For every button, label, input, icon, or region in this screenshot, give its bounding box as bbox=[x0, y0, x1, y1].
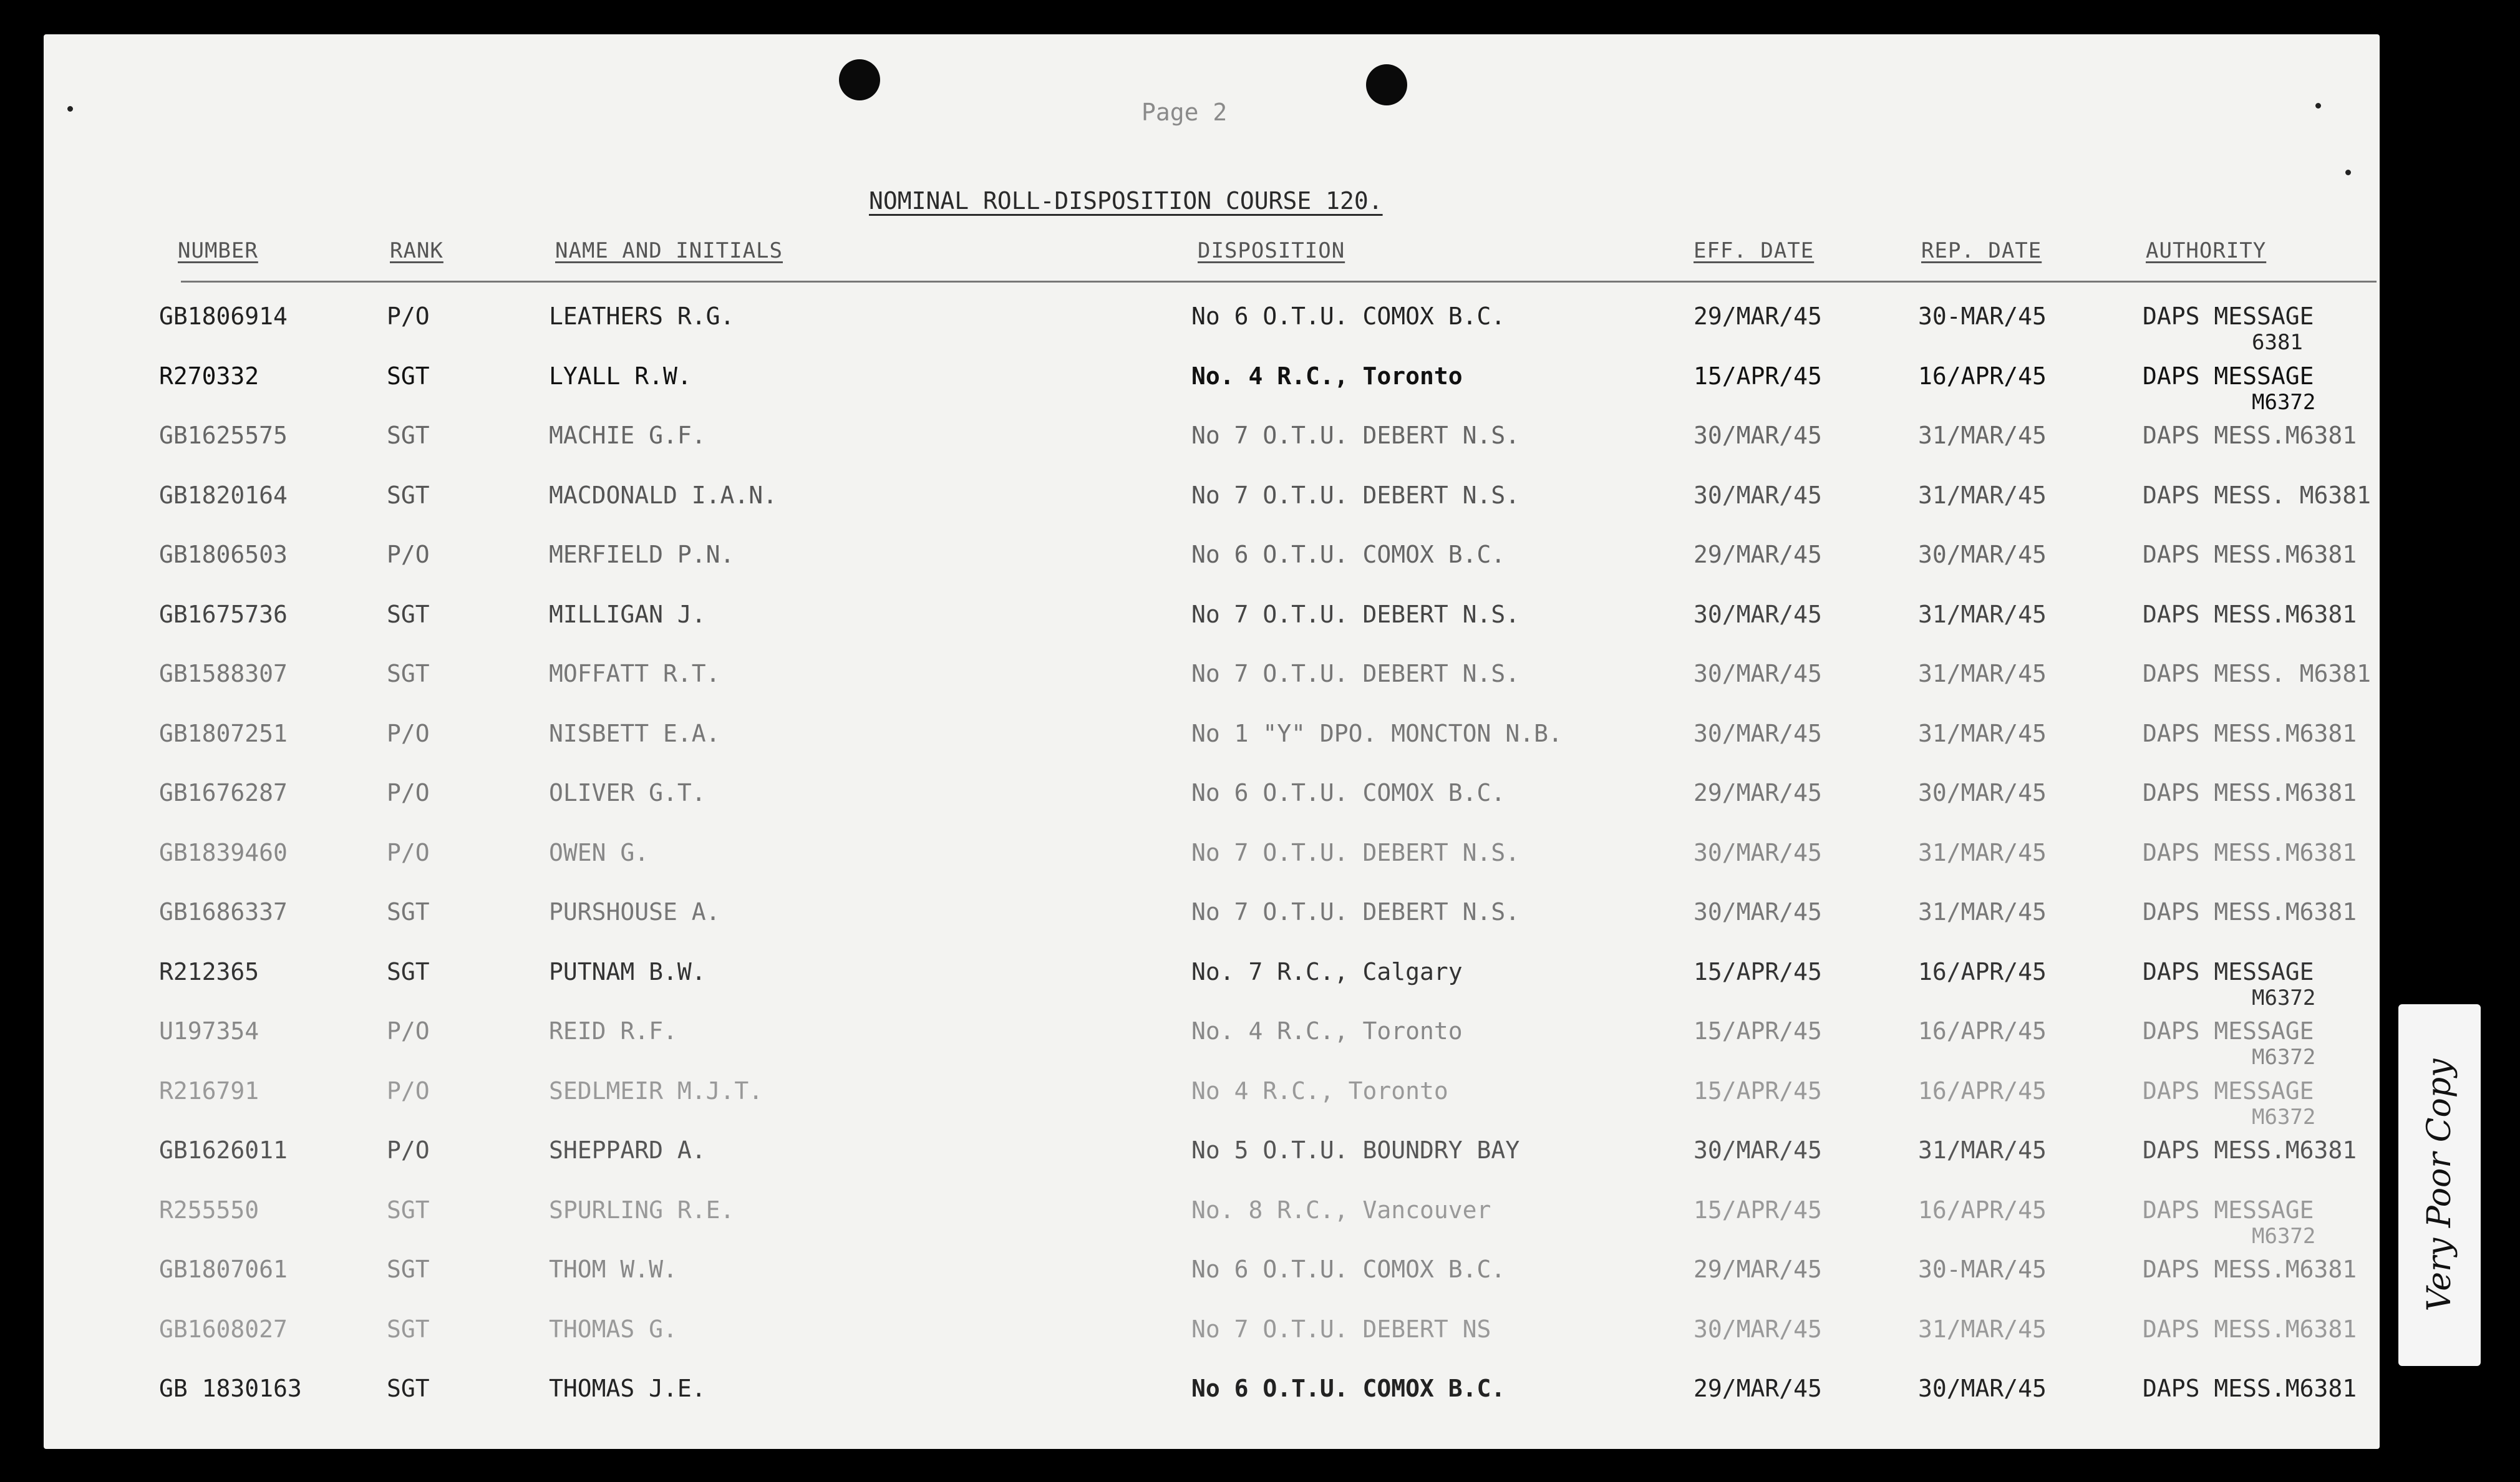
speck bbox=[2315, 103, 2321, 109]
cell-rep-date: 30/MAR/45 bbox=[1918, 779, 2047, 806]
header-name: NAME AND INITIALS bbox=[555, 238, 783, 263]
cell-disposition: No 6 O.T.U. COMOX B.C. bbox=[1191, 1375, 1506, 1402]
cell-authority: DAPS MESS.M6381 bbox=[2143, 600, 2357, 628]
cell-number: GB 1830163 bbox=[159, 1375, 302, 1402]
cell-rep-date: 31/MAR/45 bbox=[1918, 719, 2047, 747]
cell-disposition: No 5 O.T.U. BOUNDRY BAY bbox=[1191, 1136, 1520, 1164]
cell-rank: P/O bbox=[387, 779, 430, 806]
table-row bbox=[0, 660, 2380, 716]
table-row bbox=[0, 839, 2380, 895]
cell-rank: SGT bbox=[387, 1256, 430, 1283]
header-number: NUMBER bbox=[178, 238, 258, 263]
header-rank: RANK bbox=[390, 238, 443, 263]
cell-disposition: No. 8 R.C., Vancouver bbox=[1191, 1196, 1491, 1224]
cell-name: THOMAS J.E. bbox=[549, 1375, 706, 1402]
table-row bbox=[0, 541, 2380, 597]
cell-number: GB1686337 bbox=[159, 898, 288, 926]
cell-rank: P/O bbox=[387, 1136, 430, 1164]
cell-authority-ref: M6372 bbox=[2252, 1104, 2316, 1130]
cell-disposition: No. 4 R.C., Toronto bbox=[1191, 362, 1463, 390]
cell-name: SEDLMEIR M.J.T. bbox=[549, 1077, 763, 1105]
cell-rank: SGT bbox=[387, 1315, 430, 1343]
cell-authority-ref: M6372 bbox=[2252, 1045, 2316, 1070]
cell-authority: DAPS MESS.M6381 bbox=[2143, 779, 2357, 806]
cell-eff-date: 30/MAR/45 bbox=[1694, 1315, 1822, 1343]
cell-eff-date: 29/MAR/45 bbox=[1694, 779, 1822, 806]
cell-disposition: No 7 O.T.U. DEBERT N.S. bbox=[1191, 481, 1520, 509]
cell-eff-date: 15/APR/45 bbox=[1694, 1017, 1822, 1045]
cell-rank: SGT bbox=[387, 660, 430, 687]
header-authority: AUTHORITY bbox=[2146, 238, 2267, 263]
cell-authority: DAPS MESS. M6381 bbox=[2143, 481, 2372, 509]
cell-name: MOFFATT R.T. bbox=[549, 660, 720, 687]
cell-eff-date: 29/MAR/45 bbox=[1694, 1256, 1822, 1283]
cell-disposition: No 7 O.T.U. DEBERT NS bbox=[1191, 1315, 1491, 1343]
cell-authority: DAPS MESSAGE bbox=[2143, 362, 2314, 390]
cell-number: GB1807251 bbox=[159, 719, 288, 747]
cell-authority: DAPS MESS.M6381 bbox=[2143, 1375, 2357, 1402]
cell-rep-date: 31/MAR/45 bbox=[1918, 1315, 2047, 1343]
cell-authority: DAPS MESS.M6381 bbox=[2143, 838, 2357, 866]
cell-name: SHEPPARD A. bbox=[549, 1136, 706, 1164]
cell-rank: P/O bbox=[387, 719, 430, 747]
side-tag-text: Very Poor Copy bbox=[2421, 1058, 2458, 1312]
table-row bbox=[0, 1017, 2380, 1073]
cell-authority: DAPS MESS.M6381 bbox=[2143, 1136, 2357, 1164]
cell-rep-date: 30/MAR/45 bbox=[1918, 541, 2047, 568]
cell-rep-date: 31/MAR/45 bbox=[1918, 481, 2047, 509]
punch-hole-right bbox=[1366, 64, 1407, 105]
cell-number: GB1807061 bbox=[159, 1256, 288, 1283]
cell-eff-date: 15/APR/45 bbox=[1694, 1196, 1822, 1224]
table-row bbox=[0, 362, 2380, 419]
cell-eff-date: 30/MAR/45 bbox=[1694, 660, 1822, 687]
cell-number: U197354 bbox=[159, 1017, 259, 1045]
cell-number: GB1839460 bbox=[159, 838, 288, 866]
cell-disposition: No 7 O.T.U. DEBERT N.S. bbox=[1191, 600, 1520, 628]
cell-number: R212365 bbox=[159, 957, 259, 986]
cell-rep-date: 30-MAR/45 bbox=[1918, 303, 2047, 330]
cell-authority: DAPS MESSAGE bbox=[2143, 1077, 2314, 1105]
speck bbox=[67, 106, 73, 112]
cell-authority: DAPS MESSAGE bbox=[2143, 1196, 2314, 1224]
table-row bbox=[0, 1256, 2380, 1312]
cell-authority: DAPS MESSAGE bbox=[2143, 1017, 2314, 1045]
cell-name: THOMAS G. bbox=[549, 1315, 677, 1343]
cell-rank: SGT bbox=[387, 362, 430, 390]
cell-rank: SGT bbox=[387, 422, 430, 449]
cell-number: GB1820164 bbox=[159, 481, 288, 509]
cell-rep-date: 16/APR/45 bbox=[1918, 1077, 2047, 1105]
cell-authority-ref: M6372 bbox=[2252, 985, 2316, 1010]
cell-rep-date: 16/APR/45 bbox=[1918, 1196, 2047, 1224]
cell-number: R270332 bbox=[159, 362, 259, 390]
cell-number: R255550 bbox=[159, 1196, 259, 1224]
table-row bbox=[0, 601, 2380, 657]
cell-authority: DAPS MESS.M6381 bbox=[2143, 898, 2357, 926]
cell-name: REID R.F. bbox=[549, 1017, 677, 1045]
cell-disposition: No. 4 R.C., Toronto bbox=[1191, 1017, 1463, 1045]
cell-authority-ref: 6381 bbox=[2252, 330, 2303, 355]
cell-eff-date: 15/APR/45 bbox=[1694, 362, 1822, 390]
cell-disposition: No 7 O.T.U. DEBERT N.S. bbox=[1191, 838, 1520, 866]
cell-name: PUTNAM B.W. bbox=[549, 957, 706, 986]
cell-rank: SGT bbox=[387, 481, 430, 509]
cell-rep-date: 30/MAR/45 bbox=[1918, 1375, 2047, 1402]
cell-number: GB1588307 bbox=[159, 660, 288, 687]
cell-eff-date: 30/MAR/45 bbox=[1694, 600, 1822, 628]
header-disposition: DISPOSITION bbox=[1198, 238, 1345, 263]
cell-eff-date: 30/MAR/45 bbox=[1694, 1136, 1822, 1164]
cell-authority: DAPS MESS.M6381 bbox=[2143, 719, 2357, 747]
table-header bbox=[0, 238, 2380, 282]
cell-eff-date: 15/APR/45 bbox=[1694, 957, 1822, 986]
cell-rep-date: 31/MAR/45 bbox=[1918, 660, 2047, 687]
table-row bbox=[0, 898, 2380, 954]
cell-name: MACHIE G.F. bbox=[549, 422, 706, 449]
cell-authority-ref: M6372 bbox=[2252, 1223, 2316, 1249]
speck bbox=[2345, 170, 2351, 175]
cell-number: GB1806503 bbox=[159, 541, 288, 568]
cell-number: GB1676287 bbox=[159, 779, 288, 806]
cell-disposition: No 6 O.T.U. COMOX B.C. bbox=[1191, 303, 1506, 330]
cell-eff-date: 29/MAR/45 bbox=[1694, 1375, 1822, 1402]
cell-rep-date: 16/APR/45 bbox=[1918, 957, 2047, 986]
header-rep-date: REP. DATE bbox=[1921, 238, 2042, 263]
table-row bbox=[0, 1077, 2380, 1133]
cell-eff-date: 30/MAR/45 bbox=[1694, 481, 1822, 509]
cell-name: MERFIELD P.N. bbox=[549, 541, 735, 568]
cell-rank: SGT bbox=[387, 600, 430, 628]
cell-name: MILLIGAN J. bbox=[549, 600, 706, 628]
cell-number: R216791 bbox=[159, 1077, 259, 1105]
cell-eff-date: 30/MAR/45 bbox=[1694, 898, 1822, 926]
cell-name: OWEN G. bbox=[549, 838, 649, 866]
cell-number: GB1608027 bbox=[159, 1315, 288, 1343]
cell-rank: P/O bbox=[387, 303, 430, 330]
cell-number: GB1625575 bbox=[159, 422, 288, 449]
cell-authority: DAPS MESS.M6381 bbox=[2143, 1315, 2357, 1343]
cell-rank: SGT bbox=[387, 1196, 430, 1224]
cell-name: OLIVER G.T. bbox=[549, 779, 706, 806]
cell-eff-date: 29/MAR/45 bbox=[1694, 541, 1822, 568]
cell-rep-date: 31/MAR/45 bbox=[1918, 1136, 2047, 1164]
cell-disposition: No 7 O.T.U. DEBERT N.S. bbox=[1191, 660, 1520, 687]
table-row bbox=[0, 303, 2380, 359]
cell-disposition: No 6 O.T.U. COMOX B.C. bbox=[1191, 779, 1506, 806]
cell-name: LYALL R.W. bbox=[549, 362, 692, 390]
cell-authority: DAPS MESSAGE bbox=[2143, 957, 2314, 986]
cell-rank: SGT bbox=[387, 957, 430, 986]
cell-disposition: No 4 R.C., Toronto bbox=[1191, 1077, 1448, 1105]
cell-rank: SGT bbox=[387, 898, 430, 926]
cell-disposition: No 7 O.T.U. DEBERT N.S. bbox=[1191, 422, 1520, 449]
cell-rep-date: 16/APR/45 bbox=[1918, 1017, 2047, 1045]
cell-rep-date: 31/MAR/45 bbox=[1918, 838, 2047, 866]
header-rule bbox=[181, 281, 2377, 283]
punch-hole-left bbox=[839, 59, 880, 100]
header-eff-date: EFF. DATE bbox=[1694, 238, 1815, 263]
cell-eff-date: 30/MAR/45 bbox=[1694, 838, 1822, 866]
cell-rep-date: 30-MAR/45 bbox=[1918, 1256, 2047, 1283]
table-row bbox=[0, 1315, 2380, 1372]
cell-authority: DAPS MESSAGE bbox=[2143, 303, 2314, 330]
cell-number: GB1806914 bbox=[159, 303, 288, 330]
cell-authority: DAPS MESS.M6381 bbox=[2143, 541, 2357, 568]
cell-name: SPURLING R.E. bbox=[549, 1196, 735, 1224]
cell-disposition: No 7 O.T.U. DEBERT N.S. bbox=[1191, 898, 1520, 926]
cell-authority: DAPS MESS. M6381 bbox=[2143, 660, 2372, 687]
cell-number: GB1675736 bbox=[159, 600, 288, 628]
cell-name: LEATHERS R.G. bbox=[549, 303, 735, 330]
cell-name: NISBETT E.A. bbox=[549, 719, 720, 747]
cell-eff-date: 30/MAR/45 bbox=[1694, 719, 1822, 747]
cell-disposition: No 6 O.T.U. COMOX B.C. bbox=[1191, 1256, 1506, 1283]
cell-name: THOM W.W. bbox=[549, 1256, 677, 1283]
document-title: NOMINAL ROLL-DISPOSITION COURSE 120. bbox=[869, 187, 1383, 215]
cell-rep-date: 31/MAR/45 bbox=[1918, 600, 2047, 628]
cell-rep-date: 31/MAR/45 bbox=[1918, 898, 2047, 926]
side-tag bbox=[2398, 1004, 2481, 1366]
cell-authority-ref: M6372 bbox=[2252, 389, 2316, 415]
table-row bbox=[0, 482, 2380, 538]
cell-rank: SGT bbox=[387, 1375, 430, 1402]
cell-disposition: No 1 "Y" DPO. MONCTON N.B. bbox=[1191, 719, 1563, 747]
cell-disposition: No 6 O.T.U. COMOX B.C. bbox=[1191, 541, 1506, 568]
cell-disposition: No. 7 R.C., Calgary bbox=[1191, 957, 1463, 986]
cell-eff-date: 15/APR/45 bbox=[1694, 1077, 1822, 1105]
table-row bbox=[0, 958, 2380, 1014]
table-row bbox=[0, 1375, 2380, 1431]
table-row bbox=[0, 1196, 2380, 1252]
cell-name: PURSHOUSE A. bbox=[549, 898, 720, 926]
cell-number: GB1626011 bbox=[159, 1136, 288, 1164]
page-number: Page 2 bbox=[1141, 99, 1228, 126]
cell-rank: P/O bbox=[387, 1017, 430, 1045]
table-row bbox=[0, 422, 2380, 478]
table-row bbox=[0, 779, 2380, 835]
cell-rank: P/O bbox=[387, 541, 430, 568]
cell-rep-date: 31/MAR/45 bbox=[1918, 422, 2047, 449]
cell-rank: P/O bbox=[387, 838, 430, 866]
cell-authority: DAPS MESS.M6381 bbox=[2143, 1256, 2357, 1283]
cell-authority: DAPS MESS.M6381 bbox=[2143, 422, 2357, 449]
table-row bbox=[0, 720, 2380, 776]
table-row bbox=[0, 1136, 2380, 1193]
cell-rep-date: 16/APR/45 bbox=[1918, 362, 2047, 390]
cell-name: MACDONALD I.A.N. bbox=[549, 481, 778, 509]
cell-rank: P/O bbox=[387, 1077, 430, 1105]
cell-eff-date: 29/MAR/45 bbox=[1694, 303, 1822, 330]
cell-eff-date: 30/MAR/45 bbox=[1694, 422, 1822, 449]
